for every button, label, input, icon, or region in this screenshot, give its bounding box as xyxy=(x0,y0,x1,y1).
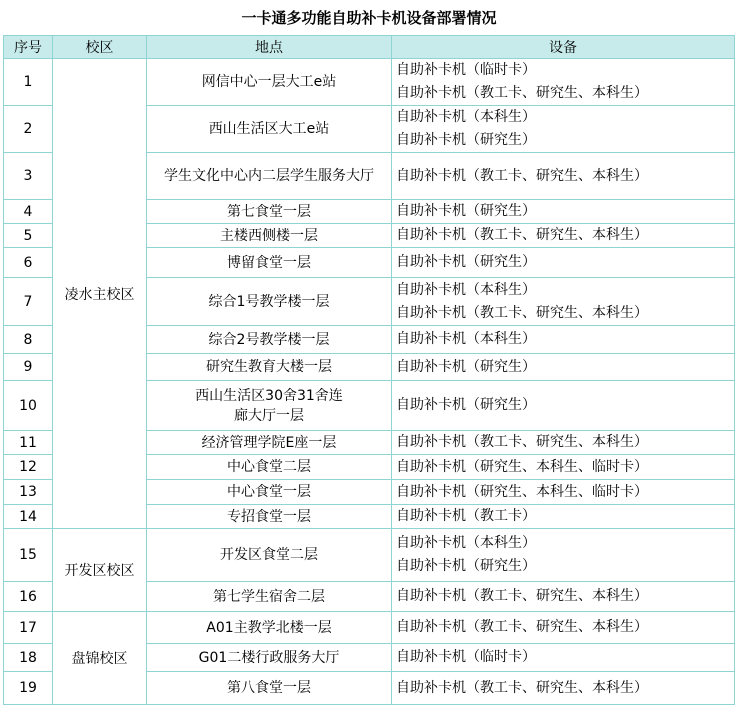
location-cell: 研究生教育大楼一层 xyxy=(147,354,392,381)
location-cell: 主楼西侧楼一层 xyxy=(147,224,392,248)
equipment-line: 自助补卡机（研究生、本科生、临时卡） xyxy=(396,458,648,475)
equipment-cell xyxy=(392,153,735,200)
location-cell: 博留食堂一层 xyxy=(147,248,392,278)
equipment-line: 自助补卡机（本科生） xyxy=(396,331,536,347)
equipment-cell xyxy=(392,672,735,705)
equipment-cell xyxy=(392,278,735,326)
location-cell: G01二楼行政服务大厅 xyxy=(147,644,392,672)
equipment-line: 自助补卡机（研究生） xyxy=(396,397,536,413)
equipment-cell xyxy=(392,612,735,644)
location-cell: A01主教学北楼一层 xyxy=(147,612,392,644)
equipment-line: 自助补卡机（临时卡） xyxy=(396,62,536,78)
campus-cell: 盘锦校区 xyxy=(53,612,147,705)
location-cell: 综合2号教学楼一层 xyxy=(147,326,392,354)
location-cell: 学生文化中心内二层学生服务大厅 xyxy=(147,153,392,200)
row-number: 17 xyxy=(4,612,53,644)
location-cell: 专招食堂一层 xyxy=(147,505,392,529)
equipment-line: 自助补卡机（教工卡、研究生、本科生） xyxy=(396,227,648,243)
equipment-cell xyxy=(392,224,735,248)
row-number: 4 xyxy=(4,200,53,224)
location-cell: 经济管理学院E座一层 xyxy=(147,431,392,455)
equipment-cell xyxy=(392,381,735,431)
page-title: 一卡通多功能自助补卡机设备部署情况 xyxy=(241,9,497,27)
location-cell: 网信中心一层大工e站 xyxy=(147,59,392,106)
equipment-line: 自助补卡机（研究生） xyxy=(396,254,536,270)
equipment-line: 自助补卡机（研究生、本科生、临时卡） xyxy=(396,483,648,500)
header-location: 地点 xyxy=(147,36,392,59)
location-cell: 中心食堂二层 xyxy=(147,455,392,480)
equipment-cell xyxy=(392,326,735,354)
equipment-cell xyxy=(392,106,735,153)
equipment-line: 自助补卡机（研究生） xyxy=(396,132,536,148)
equipment-line: 自助补卡机（本科生） xyxy=(396,281,536,298)
location-cell: 西山生活区30舍31舍连廊大厅一层 xyxy=(147,381,392,431)
deployment-table xyxy=(3,35,735,705)
header-equipment: 设备 xyxy=(392,36,735,59)
table-header-row xyxy=(4,36,735,59)
equipment-cell xyxy=(392,59,735,106)
location-cell: 西山生活区大工e站 xyxy=(147,106,392,153)
equipment-line: 自助补卡机（教工卡、研究生、本科生） xyxy=(396,85,648,101)
equipment-cell xyxy=(392,505,735,529)
equipment-cell xyxy=(392,431,735,455)
equipment-cell xyxy=(392,455,735,480)
row-number: 7 xyxy=(4,278,53,326)
header-seq: 序号 xyxy=(4,36,53,59)
equipment-cell xyxy=(392,529,735,582)
equipment-line: 自助补卡机（教工卡、研究生、本科生） xyxy=(396,434,648,450)
row-number: 9 xyxy=(4,354,53,381)
equipment-line: 自助补卡机（临时卡） xyxy=(396,649,536,665)
equipment-line: 自助补卡机（教工卡、研究生、本科生） xyxy=(396,304,648,321)
equipment-cell xyxy=(392,644,735,672)
equipment-line: 自助补卡机（教工卡、研究生、本科生） xyxy=(396,588,648,604)
row-number: 8 xyxy=(4,326,53,354)
equipment-cell xyxy=(392,354,735,381)
equipment-line: 自助补卡机（研究生） xyxy=(396,358,536,375)
table-body xyxy=(4,59,735,705)
row-number: 10 xyxy=(4,381,53,431)
row-number: 12 xyxy=(4,455,53,480)
equipment-line: 自助补卡机（教工卡、研究生、本科生） xyxy=(396,619,648,635)
row-number: 6 xyxy=(4,248,53,278)
equipment-cell xyxy=(392,480,735,505)
location-cell: 中心食堂一层 xyxy=(147,480,392,505)
location-cell: 第七食堂一层 xyxy=(147,200,392,224)
row-number: 2 xyxy=(4,106,53,153)
equipment-line: 自助补卡机（研究生） xyxy=(396,558,536,574)
location-cell: 开发区食堂二层 xyxy=(147,529,392,582)
row-number: 13 xyxy=(4,480,53,505)
row-number: 15 xyxy=(4,529,53,582)
location-cell: 第八食堂一层 xyxy=(147,672,392,705)
equipment-cell xyxy=(392,200,735,224)
table-row xyxy=(4,612,735,644)
row-number: 1 xyxy=(4,59,53,106)
row-number: 3 xyxy=(4,153,53,200)
equipment-line: 自助补卡机（教工卡、研究生、本科生） xyxy=(396,167,648,184)
row-number: 5 xyxy=(4,224,53,248)
table-row xyxy=(4,529,735,582)
campus-cell: 凌水主校区 xyxy=(53,59,147,529)
row-number: 16 xyxy=(4,582,53,612)
equipment-cell xyxy=(392,248,735,278)
row-number: 18 xyxy=(4,644,53,672)
equipment-cell xyxy=(392,582,735,612)
table-row xyxy=(4,59,735,106)
header-campus: 校区 xyxy=(53,36,147,59)
campus-cell: 开发区校区 xyxy=(53,529,147,612)
equipment-line: 自助补卡机（本科生） xyxy=(396,535,536,551)
equipment-line: 自助补卡机（教工卡、研究生、本科生） xyxy=(396,679,648,696)
equipment-line: 自助补卡机（研究生） xyxy=(396,203,536,219)
location-cell: 第七学生宿舍二层 xyxy=(147,582,392,612)
row-number: 11 xyxy=(4,431,53,455)
equipment-line: 自助补卡机（教工卡） xyxy=(396,508,536,524)
location-cell: 综合1号教学楼一层 xyxy=(147,278,392,326)
equipment-line: 自助补卡机（本科生） xyxy=(396,109,536,125)
row-number: 14 xyxy=(4,505,53,529)
row-number: 19 xyxy=(4,672,53,705)
